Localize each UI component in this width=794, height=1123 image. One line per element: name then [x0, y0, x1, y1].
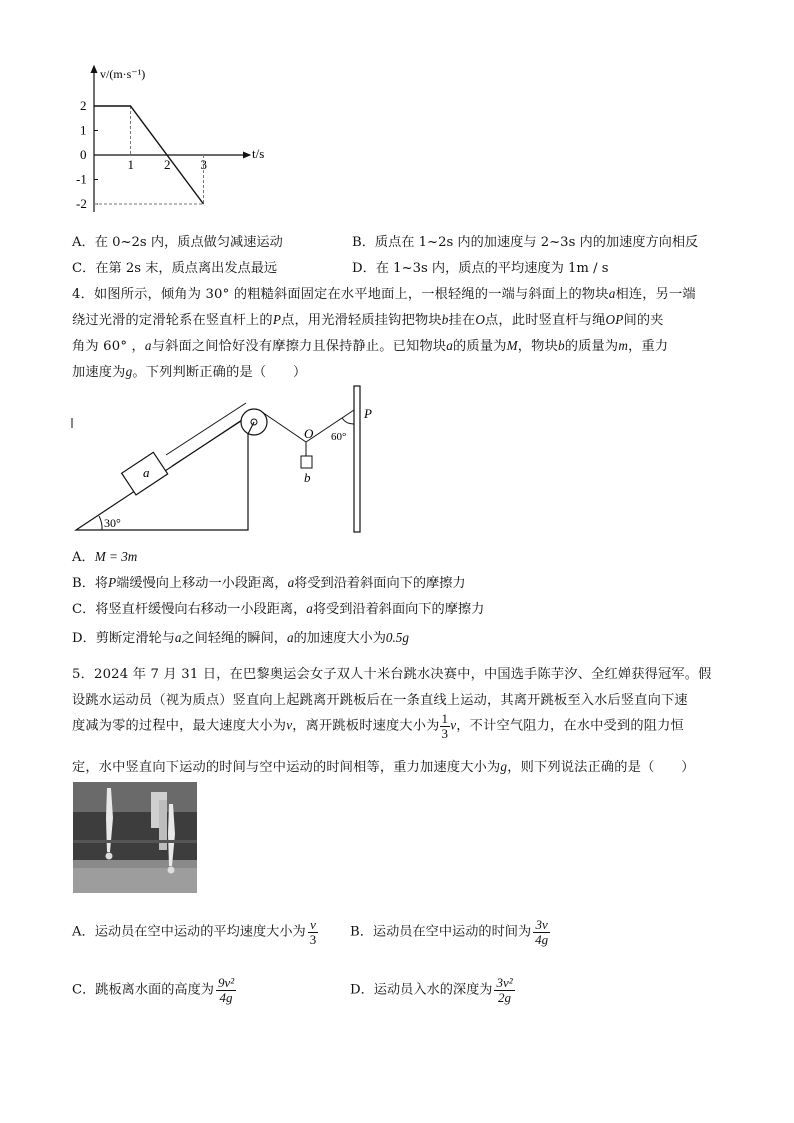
y-tick-label: -2 — [76, 196, 87, 211]
x-tick-label: 1 — [127, 157, 134, 172]
q4-option-d[interactable]: D．剪断定滑轮与a之间轻绳的瞬间，a的加速度大小为0.5g — [72, 630, 409, 646]
q4-stem-line3: 角为 60° ，a与斜面之间恰好没有摩擦力且保持静止。已知物块a的质量为M，物块b的质量为m，重力 — [72, 338, 669, 354]
vt-graph — [70, 60, 280, 220]
y-tick-label: 1 — [80, 122, 87, 138]
q4-incline-figure — [70, 382, 380, 537]
y-axis-label: v/(m·s⁻¹) — [100, 67, 146, 81]
q4-stem-line4: 加速度为g。下列判断正确的是（ ） — [72, 364, 307, 380]
x-axis-label: t/s — [252, 146, 265, 161]
y-tick-label: 0 — [80, 147, 87, 162]
x-tick-label: 3 — [200, 157, 207, 172]
q5-option-c[interactable]: C．跳板离水面的高度为 $\frac{\text{9v²}}{4g}$ — [72, 975, 235, 1005]
y-tick-label: -1 — [76, 171, 87, 187]
q5-option-b[interactable]: B．运动员在空中运动的时间为 $\frac{3v}{4g}$ — [350, 917, 549, 947]
q4-option-c[interactable]: C．将竖直杆缓慢向右移动一小段距离，a将受到沿着斜面向下的摩擦力 — [72, 601, 485, 617]
q5-stem-line1: 5．2024 年 7 月 31 日，在巴黎奥运会女子双人十米台跳水决赛中，中国选手陈芋汐、全红婵获得冠军。假 — [72, 667, 712, 682]
q5-stem-line2: 设跳水运动员（视为质点）竖直向上起跳离开跳板后在一条直线上运动，其离开跳板至入水后竖直向下速 — [72, 693, 688, 708]
q5-option-a[interactable]: A．运动员在空中运动的平均速度大小为 $\frac{v}{3}$ — [72, 917, 317, 947]
block-b-label: b — [304, 470, 311, 485]
block-b — [301, 456, 312, 468]
q4-stem-line2: 绕过光滑的定滑轮系在竖直杆上的P点，用光滑轻质挂钩把物块b挂在O点，此时竖直杆与绳OP间的夹 — [72, 312, 664, 328]
x-tick-label: 2 — [164, 157, 171, 172]
q3-option-b[interactable]: B．质点在 1~2s 内的加速度与 2~3s 内的加速度方向相反 — [352, 235, 699, 250]
vertical-rod — [354, 386, 360, 532]
block-a-label: a — [143, 465, 150, 480]
q5-option-d[interactable]: D．运动员入水的深度为 $\frac{\text{3v²}}{2g}$ — [350, 975, 513, 1005]
q5-stem-line4: 定，水中竖直向下运动的时间与空中运动的时间相等，重力加速度大小为g，则下列说法正确的是（ ） — [72, 759, 695, 775]
q5-stem-line3: 度减为零的过程中，最大速度大小为v，离开跳板时速度大小为 $\frac{1}{3}$ v，不计空气阻力，在水中受到的阻力恒 — [72, 711, 684, 741]
angle-30-label: 30° — [104, 516, 121, 530]
q3-option-d[interactable]: D．在 1~3s 内，质点的平均速度为 1m / s — [352, 261, 609, 276]
q4-option-b[interactable]: B．将P端缓慢向上移动一小段距离，a将受到沿着斜面向下的摩擦力 — [72, 575, 466, 591]
angle-60-label: 60° — [331, 431, 347, 443]
q4-stem-line1: 4．如图所示，倾角为 30° 的粗糙斜面固定在水平地面上，一根轻绳的一端与斜面上的物块a相连，另一端 — [72, 286, 696, 302]
q4-option-a[interactable]: A．M = 3m — [72, 549, 138, 565]
q3-option-a[interactable]: A．在 0~2s 内，质点做匀减速运动 — [72, 235, 283, 250]
q3-option-c[interactable]: C．在第 2s 末，质点离出发点最远 — [72, 261, 278, 276]
y-tick-label: 2 — [80, 98, 87, 113]
point-P-label: P — [364, 406, 372, 421]
diving-photo — [73, 782, 197, 893]
point-O-label: O — [304, 426, 314, 441]
